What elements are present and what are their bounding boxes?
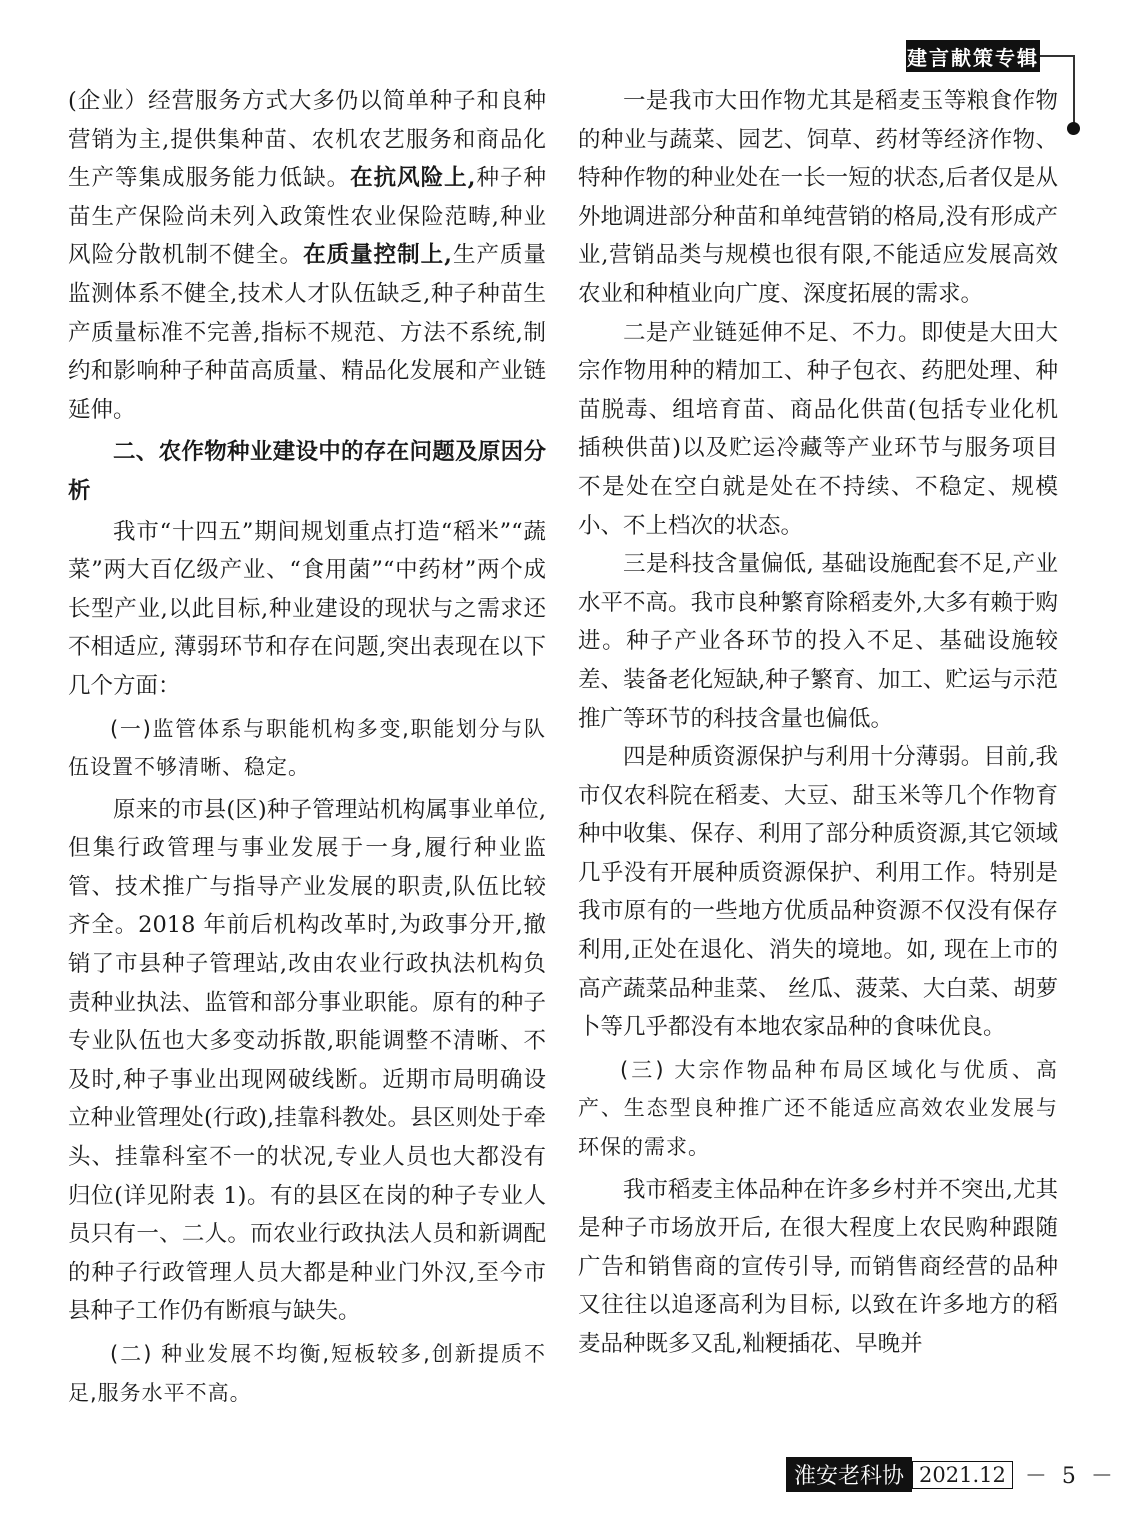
text-run: 生产质量监测体系不健全,技术人才队伍缺乏,种子种苗生产质量标准不完善,指标不规范、方法不系统,制约和影响种子种苗高质量、精品化发展和产业链延伸。	[68, 242, 546, 423]
header-rule-vertical	[1073, 55, 1075, 127]
left-paragraph-3: 原来的市县(区)种子管理站机构属事业单位,但集行政管理与事业发展于一身,履行种业监管、技术推广与指导产业发展的职责,队伍比较齐全。2018 年前后机构改革时,为政事分开,撤销了市县种子管理站,改由农业行政执法机构负责种业执法、监管和部分事业职能。原有的种子专业队伍也大多变动拆散,职能调整不清晰、不及时,种子事业出现网破线断。近期市局明确设立种业管理处(行政),挂靠科教处。县区则处于牵头、挂靠科室不一的状况,专业人员也大都没有归位(详见附表 1)。有的县区在岗的种子专业人员只有一、二人。而农业行政执法人员和新调配的种子行政管理人员大都是种业门外汉,至今市县种子工作仍有断痕与缺失。	[68, 796, 546, 1325]
right-paragraph-4: 四是种质资源保护与利用十分薄弱。目前,我市仅农科院在稻麦、大豆、甜玉米等几个作物育种中收集、保存、利用了部分种质资源,其它领域几乎没有开展种质资源保护、利用工作。特别是我市原有的一些地方优质品种资源不仅没有保存利用,正处在退化、消失的境地。如, 现在上市的高产蔬菜品种韭菜、 丝瓜、菠菜、大白菜、胡萝卜等几乎都没有本地农家品种的食味优良。	[578, 744, 1058, 1041]
text-run: (企业）经营服务方式大多仍以简单种子和良种营销为主,提供集种苗、农机农艺服务和商品化生产等集成服务能力低缺。	[68, 88, 546, 192]
bold-run: 在质量控制上,	[303, 242, 452, 269]
section-tag: 建言献策专辑	[906, 40, 1040, 72]
subheading-2: (二) 种业发展不均衡,短板较多,创新提质不足,服务水平不高。	[68, 1342, 546, 1405]
subheading-3: (三) 大宗作物品种布局区域化与优质、高产、生态型良种推广还不能适应高效农业发展与环保的需求。	[578, 1057, 1058, 1160]
bold-run: 在抗风险上,	[350, 165, 476, 192]
header-dot-icon	[1067, 122, 1080, 135]
header-rule-horizontal	[1040, 55, 1074, 57]
page-footer	[786, 1457, 1117, 1492]
right-paragraph-2: 二是产业链延伸不足、不力。即使是大田大宗作物用种的精加工、种子包衣、药肥处理、种苗脱毒、组培育苗、商品化供苗(包括专业化机插秧供苗)以及贮运冷藏等产业环节与服务项目不是处在空白就是处在不持续、不稳定、规模小、不上档次的状态。	[578, 319, 1058, 539]
issue-date: 2021.12	[912, 1461, 1013, 1489]
right-paragraph-1: 一是我市大田作物尤其是稻麦玉等粮食作物的种业与蔬菜、园艺、饲草、药材等经济作物、特种作物的种业处在一长一短的状态,后者仅是从外地调进部分种苗和单纯营销的格局,没有形成产业,营销品类与规模也很有限,不能适应发展高效农业和种植业向广度、深度拓展的需求。	[578, 88, 1058, 307]
right-paragraph-3: 三是科技含量偏低, 基础设施配套不足,产业水平不高。我市良种繁育除稻麦外,大多有赖于购进。种子产业各环节的投入不足、基础设施较差、装备老化短缺,种子繁育、加工、贮运与示范推广等环节的科技含量也偏低。	[578, 551, 1058, 732]
section-heading: 二、农作物种业建设中的存在问题及原因分析	[68, 439, 546, 504]
left-paragraph-2: 我市“十四五”期间规划重点打造“稻米”“蔬菜”两大百亿级产业、“食用菌”“中药材”两个成长型产业,以此目标,种业建设的现状与之需求还不相适应, 薄弱环节和存在问题,突出表现在以下几个方面：	[68, 518, 546, 699]
right-paragraph-5: 我市稻麦主体品种在许多乡村并不突出,尤其是种子市场放开后, 在很大程度上农民购种跟随广告和销售商的宣传引导, 而销售商经营的品种又往往以追逐高利为目标, 以致在许多地方的稻麦品种既多又乱,籼粳插花、早晚并	[578, 1176, 1058, 1357]
journal-name: 淮安老科协	[786, 1457, 912, 1492]
page-number: － 5 －	[1024, 1464, 1117, 1489]
right-column	[578, 82, 1058, 1364]
subheading-1: (一)监管体系与职能机构多变,职能划分与队伍设置不够清晰、稳定。	[68, 716, 546, 780]
left-paragraph-1	[68, 82, 546, 429]
left-column	[68, 82, 546, 1416]
text-run: 种子种苗生产保险尚未列入政策性农业保险范畴,种业风险分散机制不健全。	[68, 165, 546, 269]
